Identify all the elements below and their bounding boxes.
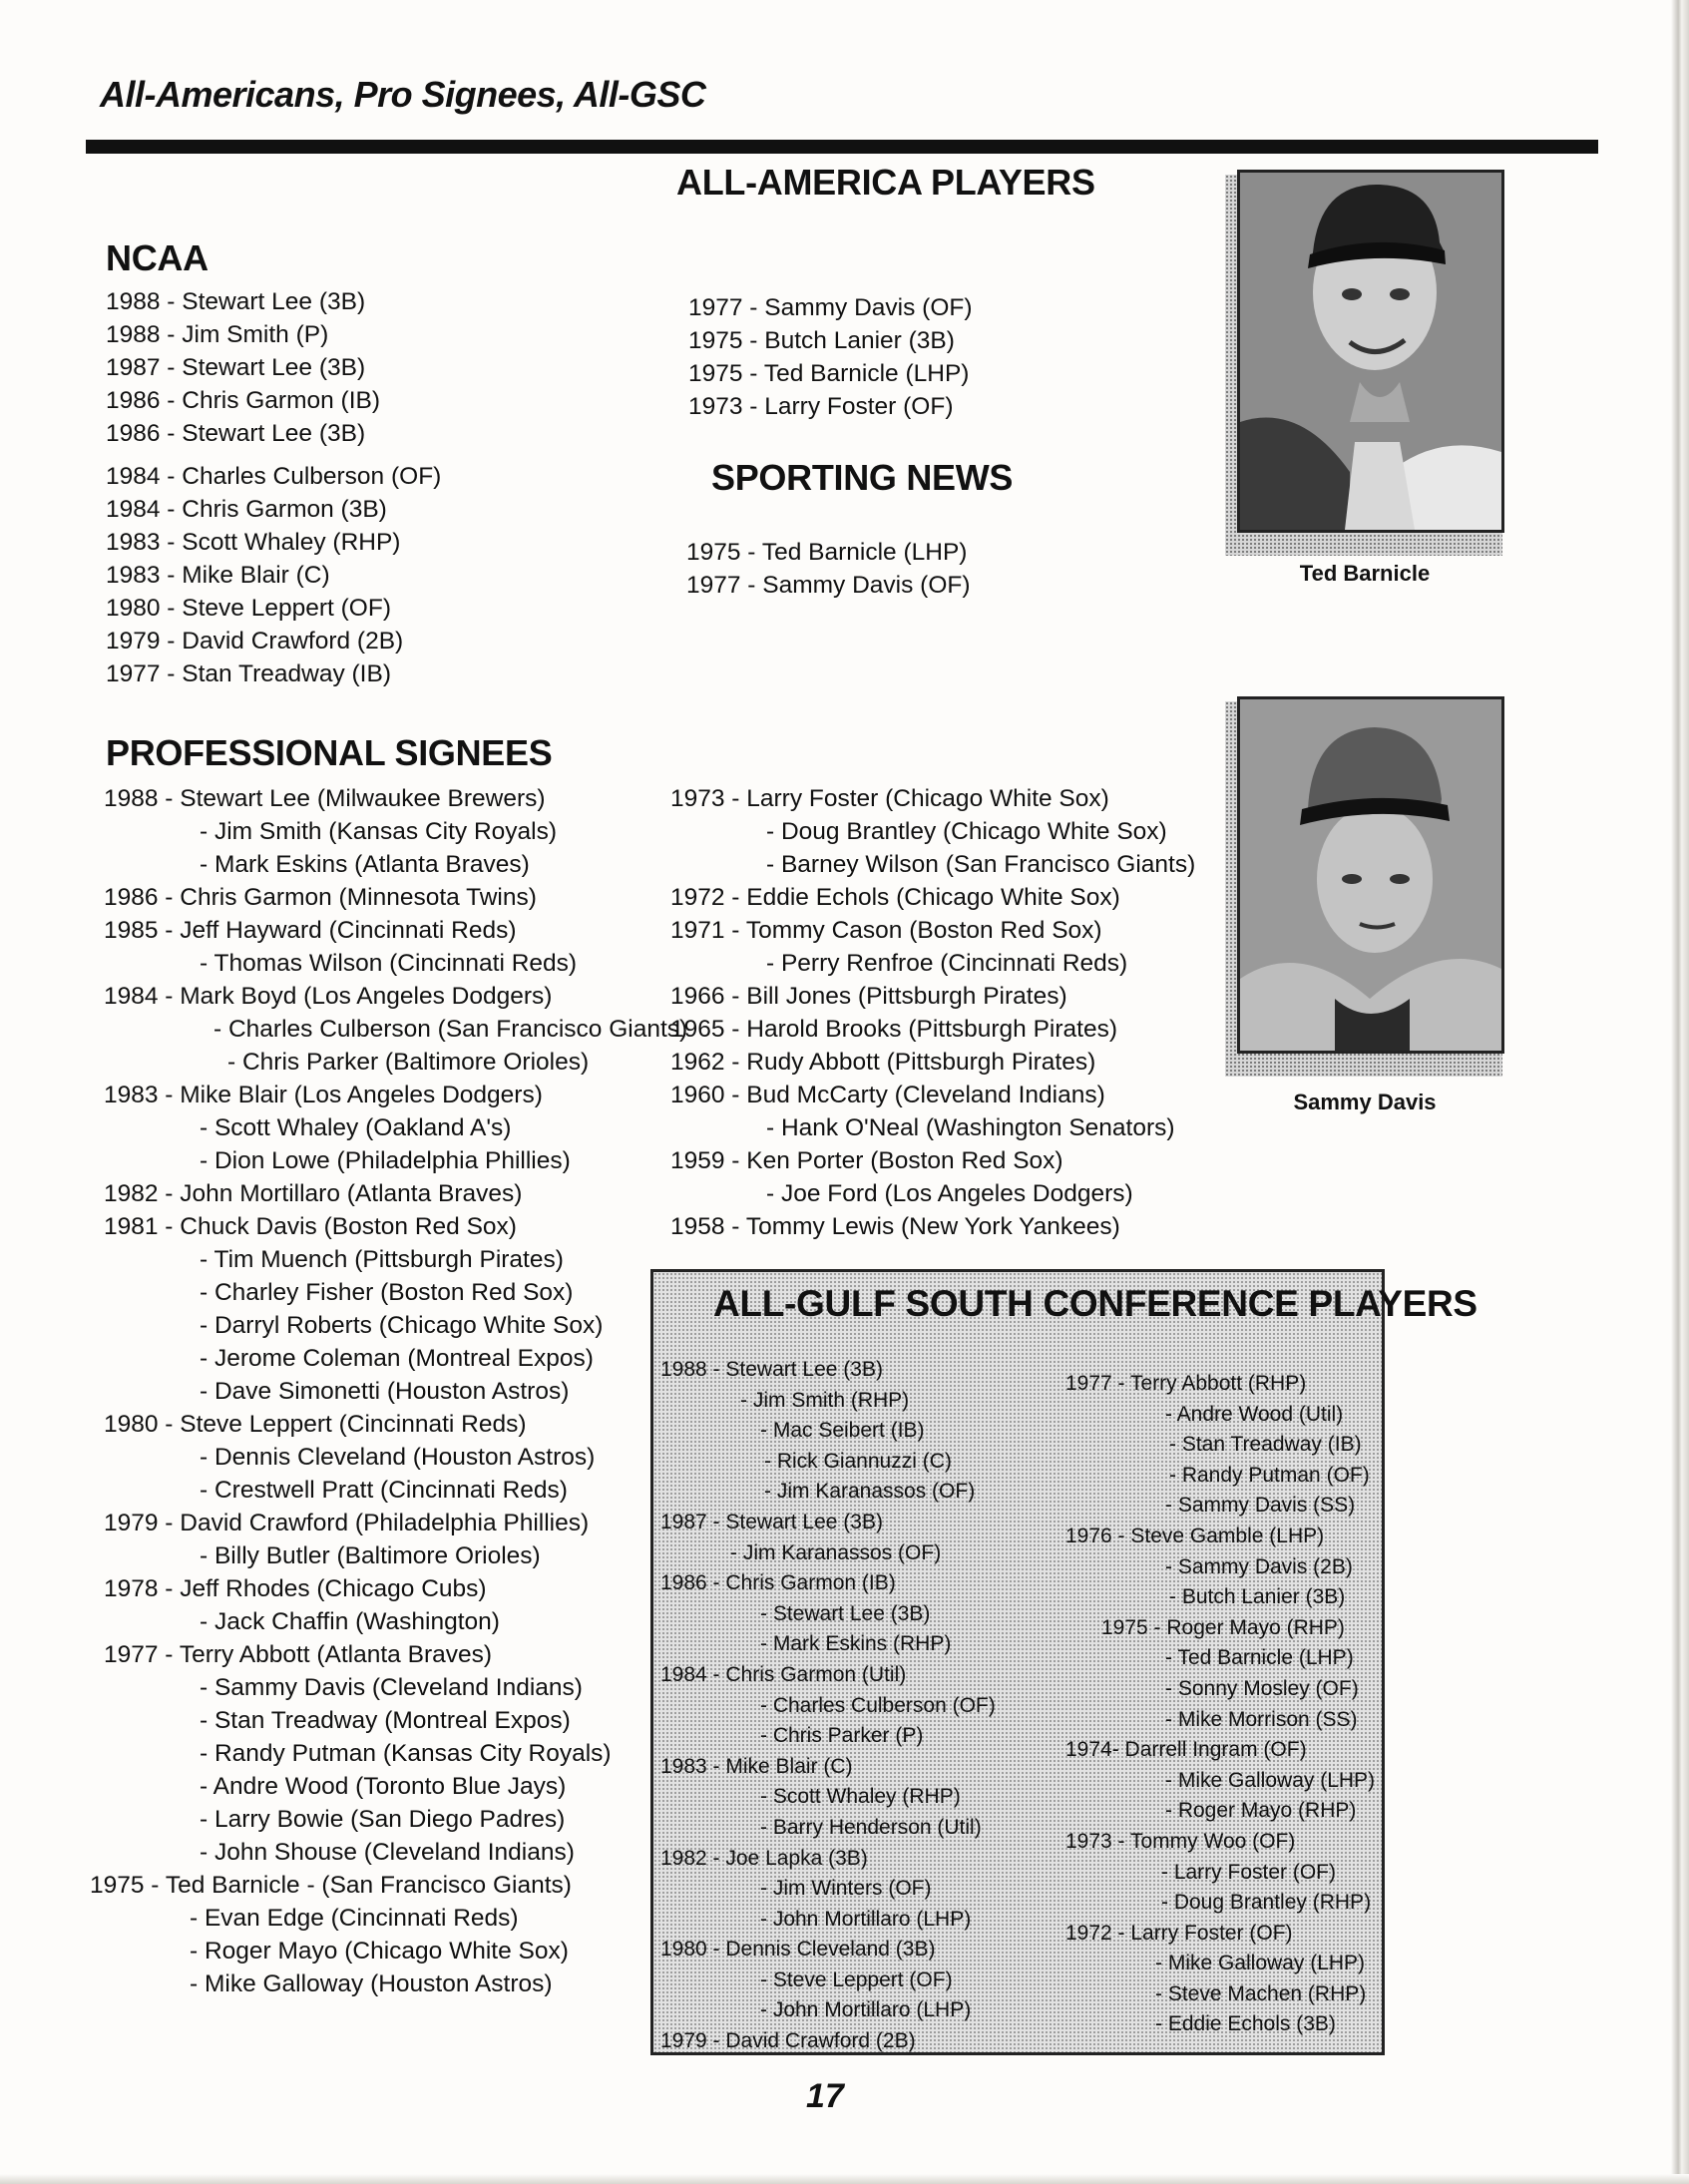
list-item: 1983 - Mike Blair (C) — [660, 1754, 853, 1778]
list-item: - Chris Parker (P) — [760, 1724, 924, 1748]
list-item: - Jim Smith (RHP) — [740, 1388, 910, 1412]
list-item: - Hank O'Neal (Washington Senators) — [766, 1114, 1175, 1141]
player-photo-ted-barnicle — [1237, 170, 1504, 533]
list-item: - Mac Seibert (IB) — [760, 1419, 925, 1443]
list-item: 1984 - Chris Garmon (3B) — [106, 496, 387, 523]
list-item: - Mark Eskins (RHP) — [760, 1632, 952, 1656]
list-item: 1981 - Chuck Davis (Boston Red Sox) — [104, 1213, 517, 1240]
list-item: - Dave Simonetti (Houston Astros) — [200, 1378, 570, 1405]
list-item: 1983 - Mike Blair (Los Angeles Dodgers) — [104, 1082, 543, 1108]
list-item: - Jack Chaffin (Washington) — [200, 1608, 500, 1635]
list-item: - Jerome Coleman (Montreal Expos) — [200, 1345, 594, 1372]
list-item: 1979 - David Crawford (Philadelphia Phillies) — [104, 1510, 590, 1536]
list-item: 1983 - Mike Blair (C) — [106, 562, 330, 589]
list-item: 1977 - Sammy Davis (OF) — [688, 294, 973, 321]
list-item: 1984 - Chris Garmon (Util) — [660, 1662, 907, 1686]
list-item: 1973 - Larry Foster (Chicago White Sox) — [670, 785, 1109, 812]
list-item: 1973 - Larry Foster (OF) — [688, 393, 954, 420]
list-item: 1977 - Terry Abbott (RHP) — [1065, 1372, 1307, 1395]
list-item: 1983 - Scott Whaley (RHP) — [106, 529, 401, 556]
list-item: - Charles Culberson (San Francisco Giants) — [213, 1016, 688, 1043]
list-item: 1972 - Larry Foster (OF) — [1065, 1921, 1293, 1945]
list-item: - Jim Karanassos (OF) — [764, 1480, 976, 1504]
list-item: - John Mortillaro (LHP) — [760, 1907, 972, 1931]
list-item: - Roger Mayo (Chicago White Sox) — [190, 1938, 569, 1965]
list-item: 1986 - Chris Garmon (IB) — [106, 387, 381, 414]
list-item: - Stan Treadway (Montreal Expos) — [200, 1707, 571, 1734]
player-photo-sammy-davis — [1237, 696, 1504, 1054]
list-item: 1979 - David Crawford (2B) — [106, 628, 404, 655]
header-rule — [86, 140, 1598, 154]
list-item: 1958 - Tommy Lewis (New York Yankees) — [670, 1213, 1120, 1240]
list-item: 1975 - Ted Barnicle (LHP) — [688, 360, 970, 387]
list-item: 1962 - Rudy Abbott (Pittsburgh Pirates) — [670, 1049, 1096, 1076]
list-item: - Thomas Wilson (Cincinnati Reds) — [200, 950, 578, 977]
list-item: - Billy Butler (Baltimore Orioles) — [200, 1542, 541, 1569]
list-item: 1980 - Steve Leppert (OF) — [106, 595, 391, 622]
list-item: - Charley Fisher (Boston Red Sox) — [200, 1279, 574, 1306]
list-item: - Jim Karanassos (OF) — [730, 1540, 942, 1564]
list-item: - Jim Smith (Kansas City Royals) — [200, 818, 558, 845]
list-item: - Dennis Cleveland (Houston Astros) — [200, 1444, 596, 1471]
list-item: 1978 - Jeff Rhodes (Chicago Cubs) — [104, 1575, 487, 1602]
list-item: 1988 - Jim Smith (P) — [106, 321, 329, 348]
list-item: - Mike Galloway (LHP) — [1155, 1952, 1366, 1975]
list-item: 1972 - Eddie Echols (Chicago White Sox) — [670, 884, 1120, 911]
list-item: 1976 - Steve Gamble (LHP) — [1065, 1524, 1325, 1547]
list-item: - Andre Wood (Util) — [1165, 1402, 1344, 1426]
list-item: - Butch Lanier (3B) — [1169, 1585, 1346, 1609]
sporting-news-heading: SPORTING NEWS — [711, 457, 1014, 498]
list-item: - Rick Giannuzzi (C) — [764, 1449, 952, 1473]
list-item: 1979 - David Crawford (2B) — [660, 2029, 916, 2053]
list-item: - Ted Barnicle (LHP) — [1165, 1646, 1354, 1670]
list-item: - Randy Putman (Kansas City Royals) — [200, 1740, 612, 1767]
list-item: 1966 - Bill Jones (Pittsburgh Pirates) — [670, 983, 1067, 1010]
pro-signees-list — [90, 782, 688, 2000]
page-edge — [1671, 0, 1689, 2184]
list-item: 1977 - Sammy Davis (OF) — [686, 572, 971, 599]
list-item: 1988 - Stewart Lee (Milwaukee Brewers) — [104, 785, 546, 812]
list-item: - Scott Whaley (Oakland A's) — [200, 1114, 512, 1141]
list-item: - Mike Galloway (LHP) — [1165, 1768, 1376, 1792]
photo-caption: Sammy Davis — [1293, 1090, 1437, 1114]
ncaa-heading: NCAA — [106, 237, 209, 278]
list-item: - Doug Brantley (RHP) — [1161, 1891, 1372, 1915]
list-item: - Sammy Davis (2B) — [1165, 1554, 1353, 1578]
list-item: 1982 - Joe Lapka (3B) — [660, 1846, 868, 1870]
list-item: 1986 - Chris Garmon (Minnesota Twins) — [104, 884, 537, 911]
list-item: 1975 - Ted Barnicle (LHP) — [686, 539, 968, 566]
page-edge-bottom — [0, 2174, 1689, 2184]
list-item: 1971 - Tommy Cason (Boston Red Sox) — [670, 917, 1102, 944]
list-item: - Larry Bowie (San Diego Padres) — [200, 1806, 566, 1833]
list-item: - Tim Muench (Pittsburgh Pirates) — [200, 1246, 564, 1273]
list-item: 1959 - Ken Porter (Boston Red Sox) — [670, 1147, 1063, 1174]
list-item: - Evan Edge (Cincinnati Reds) — [190, 1905, 519, 1932]
list-item: 1986 - Chris Garmon (IB) — [660, 1571, 896, 1595]
pro-signees-heading: PROFESSIONAL SIGNEES — [106, 732, 553, 773]
list-item: - Sammy Davis (Cleveland Indians) — [200, 1674, 583, 1701]
player-photo-image — [1240, 699, 1501, 1051]
list-item: - John Shouse (Cleveland Indians) — [200, 1839, 575, 1866]
all-gsc-list — [660, 1355, 996, 2057]
list-item: - Joe Ford (Los Angeles Dodgers) — [766, 1180, 1133, 1207]
list-item: - Mike Galloway (Houston Astros) — [190, 1970, 553, 1997]
list-item: 1974- Darrell Ingram (OF) — [1065, 1738, 1307, 1762]
list-item: 1982 - John Mortillaro (Atlanta Braves) — [104, 1180, 523, 1207]
list-item: - Larry Foster (OF) — [1161, 1860, 1337, 1884]
list-item: 1988 - Stewart Lee (3B) — [660, 1358, 883, 1381]
list-item: 1977 - Stan Treadway (IB) — [106, 660, 391, 687]
player-photo-image — [1240, 173, 1501, 530]
list-item: 1965 - Harold Brooks (Pittsburgh Pirates) — [670, 1016, 1117, 1043]
list-item: - Steve Leppert (OF) — [760, 1967, 953, 1991]
list-item: - Mike Morrison (SS) — [1165, 1707, 1358, 1731]
list-item: 1975 - Butch Lanier (3B) — [688, 327, 955, 354]
ncaa-list-continued — [688, 291, 973, 423]
list-item: - Darryl Roberts (Chicago White Sox) — [200, 1312, 604, 1339]
page-number: 17 — [806, 2077, 844, 2115]
list-item: - Crestwell Pratt (Cincinnati Reds) — [200, 1477, 568, 1504]
list-item: 1973 - Tommy Woo (OF) — [1065, 1829, 1296, 1853]
sporting-news-list — [686, 536, 971, 602]
list-item: - Sammy Davis (SS) — [1165, 1494, 1356, 1518]
list-item: - Mark Eskins (Atlanta Braves) — [200, 851, 530, 878]
list-item: 1984 - Mark Boyd (Los Angeles Dodgers) — [104, 983, 553, 1010]
list-item: - Eddie Echols (3B) — [1155, 2012, 1336, 2036]
list-item: 1985 - Jeff Hayward (Cincinnati Reds) — [104, 917, 517, 944]
page-header-title: All-Americans, Pro Signees, All-GSC — [100, 74, 706, 115]
list-item: - Steve Machen (RHP) — [1155, 1981, 1367, 2005]
photo-caption: Ted Barnicle — [1299, 561, 1431, 586]
list-item: - Jim Winters (OF) — [760, 1877, 932, 1901]
list-item: - Perry Renfroe (Cincinnati Reds) — [766, 950, 1128, 977]
list-item: 1975 - Ted Barnicle - (San Francisco Giants) — [90, 1872, 572, 1899]
list-item: - Chris Parker (Baltimore Orioles) — [227, 1049, 590, 1076]
list-item: 1975 - Roger Mayo (RHP) — [1101, 1615, 1345, 1639]
list-item: 1987 - Stewart Lee (3B) — [660, 1510, 883, 1533]
list-item: - Stan Treadway (IB) — [1169, 1433, 1362, 1457]
list-item: 1986 - Stewart Lee (3B) — [106, 420, 366, 447]
list-item: - Scott Whaley (RHP) — [760, 1785, 961, 1809]
ncaa-list — [106, 285, 441, 690]
pro-signees-list-continued — [670, 782, 1195, 1243]
list-item: 1984 - Charles Culberson (OF) — [106, 463, 442, 490]
list-item: - Roger Mayo (RHP) — [1165, 1799, 1357, 1823]
list-item: 1960 - Bud McCarty (Cleveland Indians) — [670, 1082, 1105, 1108]
list-item: 1980 - Dennis Cleveland (3B) — [660, 1938, 936, 1962]
list-item: - Dion Lowe (Philadelphia Phillies) — [200, 1147, 571, 1174]
list-item: 1977 - Terry Abbott (Atlanta Braves) — [104, 1641, 493, 1668]
list-item: - Barney Wilson (San Francisco Giants) — [766, 851, 1196, 878]
list-item: - Andre Wood (Toronto Blue Jays) — [200, 1773, 567, 1800]
list-item: - Sonny Mosley (OF) — [1165, 1676, 1359, 1700]
all-gsc-heading: ALL-GULF SOUTH CONFERENCE PLAYERS — [713, 1283, 1478, 1324]
list-item: - Doug Brantley (Chicago White Sox) — [766, 818, 1167, 845]
list-item: 1980 - Steve Leppert (Cincinnati Reds) — [104, 1411, 527, 1438]
list-item: 1987 - Stewart Lee (3B) — [106, 354, 366, 381]
list-item: - Stewart Lee (3B) — [760, 1601, 931, 1625]
all-america-heading: ALL-AMERICA PLAYERS — [676, 162, 1095, 203]
list-item: - Randy Putman (OF) — [1169, 1463, 1370, 1487]
list-item: - Charles Culberson (OF) — [760, 1693, 996, 1717]
list-item: - John Mortillaro (LHP) — [760, 1998, 972, 2022]
all-gsc-list-continued — [1065, 1369, 1375, 2040]
list-item: - Barry Henderson (Util) — [760, 1815, 982, 1839]
list-item: 1988 - Stewart Lee (3B) — [106, 288, 366, 315]
